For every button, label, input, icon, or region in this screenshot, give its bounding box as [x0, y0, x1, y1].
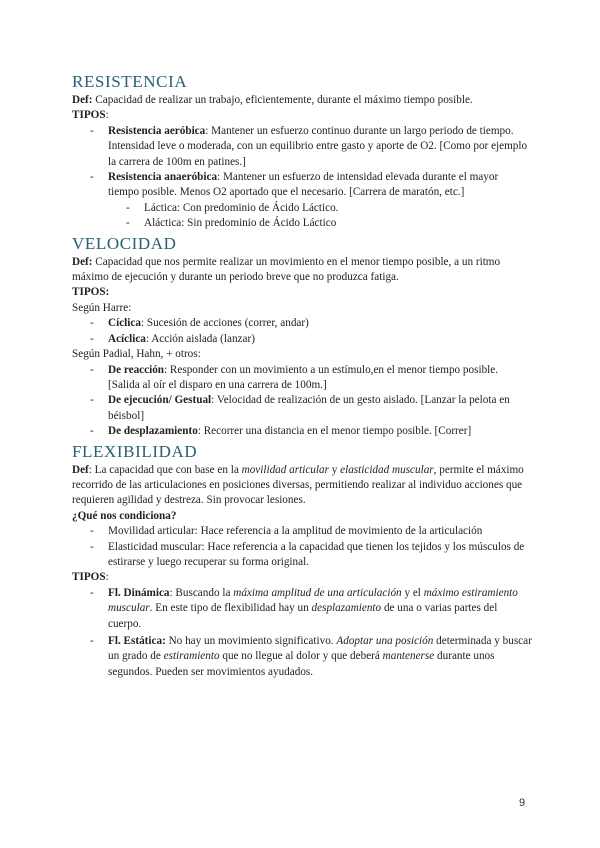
padial-label: Según Padial, Hahn, + otros:	[72, 348, 201, 361]
item-text: y el	[401, 586, 424, 599]
condiciona-heading: ¿Qué nos condiciona?	[72, 509, 177, 522]
list-item: - Láctica: Con predominio de Ácido Láctico.	[108, 201, 532, 216]
item-emphasis: máxima amplitud de una articulación	[233, 586, 402, 599]
item-term: Acíclica	[108, 332, 146, 345]
flex-tipos-list	[72, 586, 532, 680]
item-term: De ejecución/ Gestual	[108, 394, 212, 407]
def-emphasis: movilidad articular	[241, 463, 329, 476]
document-page	[72, 70, 532, 680]
list-item	[72, 124, 532, 170]
tipos-velocidad	[72, 285, 532, 300]
tipos-colon: :	[105, 109, 109, 122]
list-item	[72, 332, 532, 347]
tipos-resistencia	[72, 108, 532, 123]
def-text: y	[328, 463, 341, 476]
item-text: de una o varias partes del cuerpo.	[108, 602, 498, 630]
def-text: Capacidad que nos permite realizar un movimiento en el menor tiempo posible, a un ritmo máximo de ejecución y durante un periodo breve que no produzca fatiga.	[72, 255, 501, 284]
item-emphasis: máximo estiramiento muscular	[108, 586, 518, 615]
def-text: , permite el máximo recorrido de las articulaciones en posiciones diversas, permitiendo realizar al individuo acciones que requieren agilidad y destreza. Sin provocar lesiones.	[72, 463, 524, 507]
harre-label: Según Harre:	[72, 301, 132, 314]
item-text: que no llegue al dolor y que deberá	[219, 650, 383, 663]
condiciona-list	[72, 524, 532, 570]
list-item: - Aláctica: Sin predominio de Ácido Láctico	[108, 216, 532, 231]
list-item	[72, 586, 532, 632]
item-text: durante unos segundos. Pueden ser movimientos ayudados.	[108, 650, 495, 678]
def-label: Def	[72, 463, 89, 476]
padial-list	[72, 363, 532, 440]
item-text: determinada y buscar un grado de	[108, 635, 532, 663]
def-label: Def:	[72, 255, 93, 268]
list-item	[72, 393, 532, 424]
list-item: - Elasticidad muscular: Hace referencia a la capacidad que tienen los tejidos y los músculos de estirarse y luego recuperar su forma original.	[72, 540, 532, 571]
def-text: : La capacidad que con base en la	[88, 463, 242, 476]
def-flexibilidad	[72, 463, 532, 509]
tipos-label: TIPOS	[72, 571, 106, 584]
tipos-label: TIPOS:	[72, 286, 110, 299]
list-item	[72, 424, 532, 439]
harre-list	[72, 316, 532, 347]
list-item	[72, 363, 532, 394]
condiciona-label	[72, 509, 532, 524]
def-label: Def:	[72, 94, 93, 106]
item-text: : Mantener un esfuerzo de intensidad elevada durante el mayor tiempo posible. Menos O2 aportado que el necesario. [Carrera de maratón, etc.]	[108, 171, 499, 199]
tipos-label: TIPOS	[72, 109, 106, 122]
item-term: Cíclica	[108, 317, 141, 330]
def-velocidad	[72, 255, 532, 286]
resistencia-list	[72, 124, 532, 201]
def-text: Capacidad de realizar un trabajo, eficientemente, durante el máximo tiempo posible.	[92, 94, 473, 106]
item-text: : Acción aislada (lanzar)	[145, 332, 255, 345]
item-text: . En este tipo de flexibilidad hay un	[149, 602, 312, 615]
item-emphasis: desplazamiento	[311, 602, 382, 615]
def-emphasis: elasticidad muscular	[340, 463, 434, 476]
item-term: Fl. Dinámica	[108, 586, 170, 599]
item-text: : Mantener un esfuerzo continuo durante un largo periodo de tiempo. Intensidad leve o moderada, con un equilibrio entre gasto y aporte de O2. [Como por ejemplo la carrera de 100m en patines.]	[108, 124, 528, 168]
tipos-colon: :	[105, 571, 109, 584]
item-text: : Velocidad de realización de un gesto aislado. [Lanzar la pelota en béisbol]	[108, 394, 510, 422]
item-emphasis: estiramiento	[163, 650, 220, 663]
item-text: : Responder con un movimiento a un estímulo,en el menor tiempo posible. [Salida al oír el disparo en una carrera de 100m.]	[108, 363, 499, 391]
item-text: No hay un movimiento significativo.	[165, 635, 337, 647]
item-term: Fl. Estática:	[108, 635, 166, 647]
item-emphasis: mantenerse	[382, 650, 435, 663]
list-item	[72, 634, 532, 680]
def-resistencia	[72, 93, 532, 108]
list-item	[72, 316, 532, 331]
tipos-flexibilidad	[72, 570, 532, 585]
heading-velocidad: VELOCIDAD	[72, 233, 177, 253]
heading-resistencia: RESISTENCIA	[72, 72, 188, 91]
item-term: De reacción	[108, 363, 165, 376]
item-text: : Sucesión de acciones (correr, andar)	[140, 317, 309, 330]
page-number: 9	[519, 797, 526, 809]
item-text: : Recorrer una distancia en el menor tiempo posible. [Correr]	[197, 425, 472, 438]
anaerobica-sublist	[72, 201, 532, 232]
item-term: De desplazamiento	[108, 425, 198, 438]
heading-flexibilidad: FLEXIBILIDAD	[72, 441, 198, 461]
list-item: - Movilidad articular: Hace referencia a la amplitud de movimiento de la articulación	[72, 524, 532, 539]
item-text: : Buscando la	[169, 586, 234, 599]
item-term: Resistencia anaeróbica	[108, 171, 218, 184]
item-term: Resistencia aeróbica	[108, 124, 206, 137]
item-emphasis: Adoptar una posición	[336, 635, 434, 647]
list-item	[72, 170, 532, 201]
